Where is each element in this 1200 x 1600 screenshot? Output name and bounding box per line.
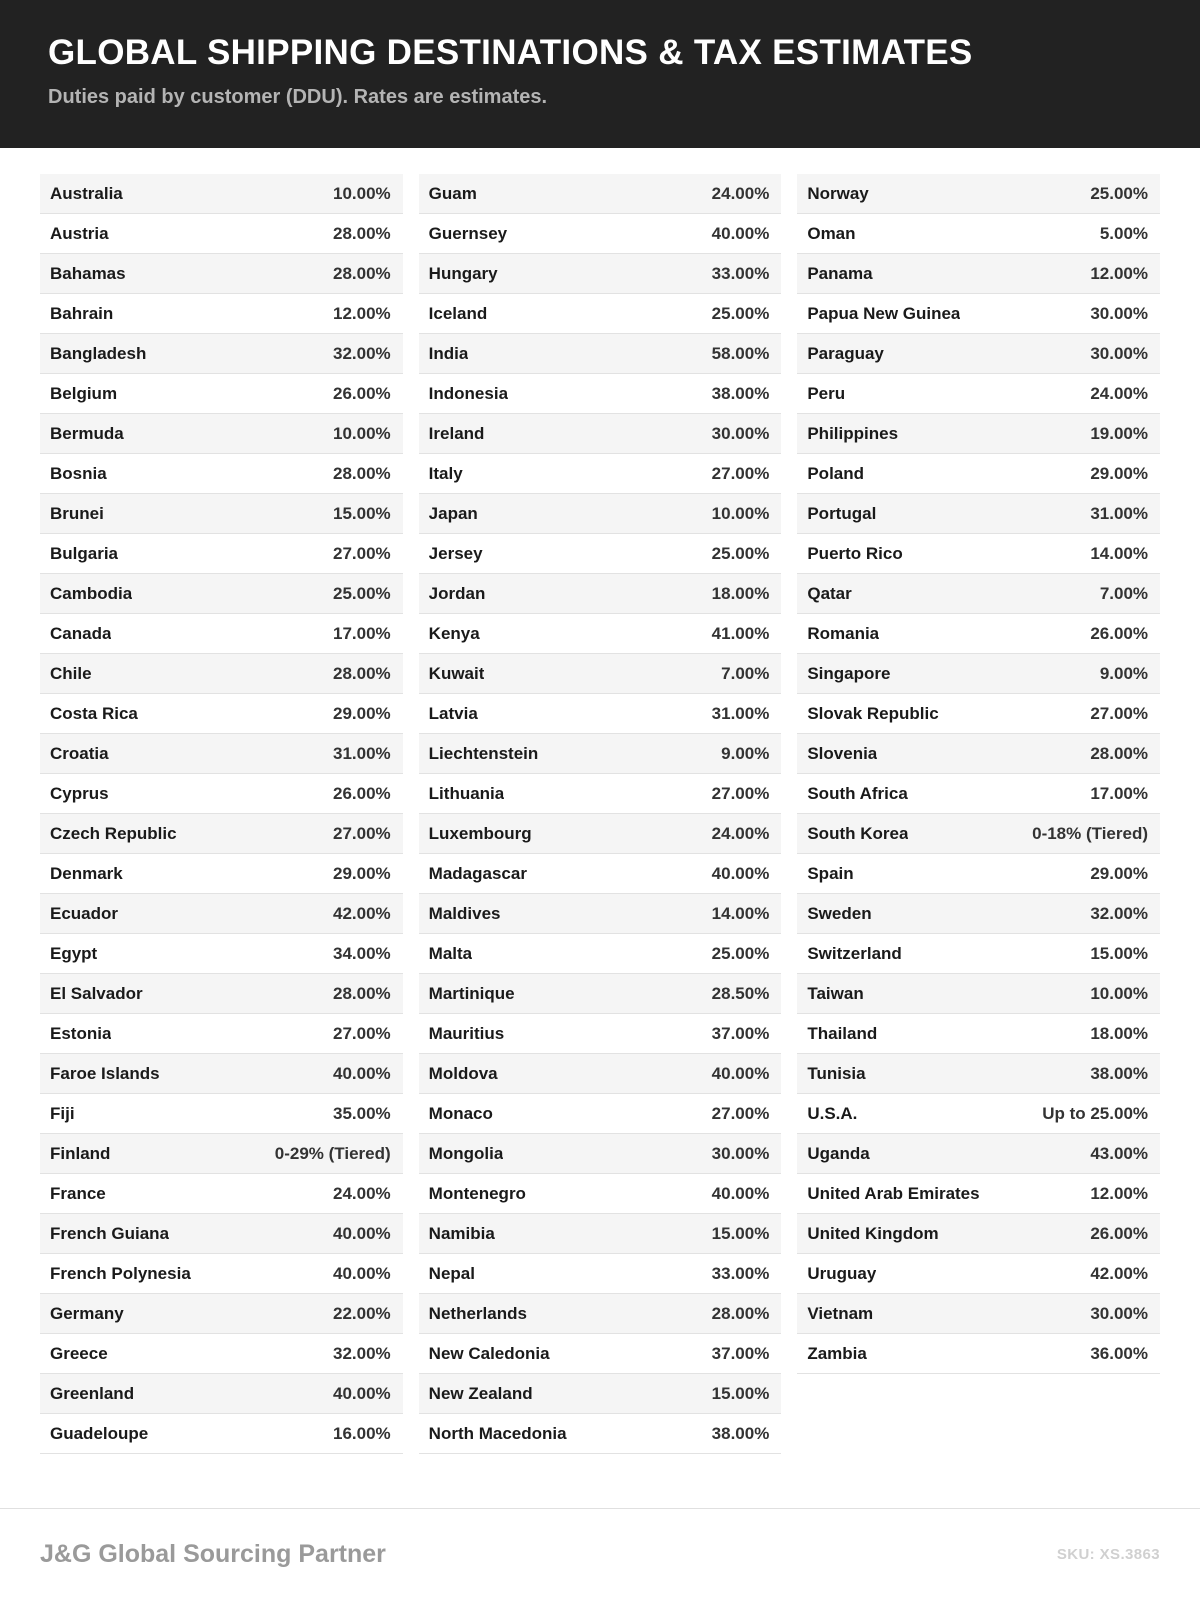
country-label: Finland: [50, 1143, 111, 1163]
tax-rate-value: 26.00%: [1090, 1223, 1149, 1243]
country-label: Philippines: [807, 423, 899, 443]
tax-rate-value: 12.00%: [1090, 1183, 1149, 1203]
country-label: United Arab Emirates: [807, 1183, 980, 1203]
tax-rate-value: 42.00%: [1090, 1263, 1149, 1283]
tax-rate-value: 37.00%: [711, 1343, 770, 1363]
table-row: [40, 614, 403, 654]
tax-rate-value: 41.00%: [711, 623, 770, 643]
table-row: [797, 414, 1160, 454]
table-row: [419, 294, 782, 334]
tax-rate-value: 27.00%: [711, 463, 770, 483]
page-title: GLOBAL SHIPPING DESTINATIONS & TAX ESTIMATES: [48, 33, 973, 72]
country-label: Monaco: [428, 1103, 493, 1123]
table-row: [40, 1134, 403, 1174]
tax-rate-value: 28.00%: [333, 263, 391, 283]
table-row: [40, 1094, 403, 1134]
tax-rate-value: 40.00%: [711, 1183, 770, 1203]
table-row: [419, 774, 782, 814]
country-label: Luxembourg: [428, 823, 532, 843]
table-row: [40, 1294, 403, 1334]
tax-rate-value: 29.00%: [333, 703, 391, 723]
tax-rate-value: 12.00%: [1090, 263, 1149, 283]
tax-rate-value: 26.00%: [333, 783, 391, 803]
table-row: [419, 334, 782, 374]
tax-rate-value: 38.00%: [711, 383, 770, 403]
table-row: [419, 1294, 782, 1334]
table-row: [40, 1174, 403, 1214]
table-row: [40, 814, 403, 854]
country-label: Austria: [50, 223, 109, 243]
tax-rate-value: 30.00%: [1090, 343, 1149, 363]
country-label: French Polynesia: [50, 1263, 191, 1283]
country-label: United Kingdom: [807, 1223, 939, 1243]
table-row: [40, 454, 403, 494]
country-label: Guam: [428, 183, 477, 203]
country-label: Uruguay: [807, 1263, 877, 1283]
tax-rate-value: 40.00%: [333, 1223, 391, 1243]
country-label: Germany: [50, 1303, 124, 1323]
country-label: Singapore: [807, 663, 891, 683]
table-row: [797, 654, 1160, 694]
country-label: Bermuda: [50, 423, 124, 443]
country-label: Chile: [50, 663, 92, 683]
tax-rate-value: 40.00%: [711, 863, 770, 883]
table-row: [40, 1254, 403, 1294]
table-row: [40, 1054, 403, 1094]
country-label: Malta: [428, 943, 473, 963]
table-row: [419, 894, 782, 934]
table-row: [797, 774, 1160, 814]
tax-rate-value: 22.00%: [333, 1303, 391, 1323]
tax-rate-value: 24.00%: [711, 823, 770, 843]
table-row: [419, 1014, 782, 1054]
table-row: [419, 1094, 782, 1134]
table-row: [40, 734, 403, 774]
country-label: Kuwait: [428, 663, 485, 683]
tax-rate-value: 29.00%: [1090, 463, 1149, 483]
country-label: Egypt: [50, 943, 98, 963]
country-label: Guernsey: [428, 223, 508, 243]
table-row: [797, 254, 1160, 294]
tax-rate-value: 58.00%: [711, 343, 770, 363]
country-label: Moldova: [428, 1063, 498, 1083]
tax-rate-value: 28.00%: [333, 983, 391, 1003]
country-label: Poland: [807, 463, 865, 483]
country-label: Brunei: [50, 503, 104, 523]
page-subtitle: Duties paid by customer (DDU). Rates are estimates.: [48, 85, 548, 108]
tax-rate-value: 30.00%: [1090, 1303, 1149, 1323]
table-row: [40, 494, 403, 534]
table-row: [40, 414, 403, 454]
table-row: [797, 974, 1160, 1014]
table-row: [40, 254, 403, 294]
table-row: [40, 1334, 403, 1374]
table-row: [797, 1134, 1160, 1174]
table-row: [419, 734, 782, 774]
tax-rate-value: 15.00%: [711, 1383, 770, 1403]
country-label: Martinique: [428, 983, 515, 1003]
country-label: Japan: [428, 503, 478, 523]
tax-rate-value: 10.00%: [1090, 983, 1149, 1003]
country-label: Tunisia: [807, 1063, 866, 1083]
country-label: Jersey: [428, 543, 483, 563]
tax-rate-value: 27.00%: [333, 1023, 391, 1043]
table-row: [797, 214, 1160, 254]
tax-column-3: [797, 174, 1160, 1454]
country-label: Taiwan: [807, 983, 864, 1003]
tax-rate-value: 25.00%: [711, 943, 770, 963]
tax-rate-value: 10.00%: [333, 183, 391, 203]
table-row: [40, 534, 403, 574]
tax-rate-value: 19.00%: [1090, 423, 1149, 443]
table-row: [419, 1334, 782, 1374]
table-row: [419, 174, 782, 214]
country-label: Montenegro: [428, 1183, 526, 1203]
table-row: [797, 734, 1160, 774]
tax-rate-value: 28.00%: [711, 1303, 770, 1323]
table-row: [797, 814, 1160, 854]
country-label: Lithuania: [428, 783, 505, 803]
country-label: Netherlands: [428, 1303, 527, 1323]
table-row: [419, 254, 782, 294]
table-row: [419, 574, 782, 614]
tax-rate-value: 28.00%: [333, 223, 391, 243]
country-label: El Salvador: [50, 983, 143, 1003]
tax-rate-value: 40.00%: [333, 1383, 391, 1403]
country-label: Greenland: [50, 1383, 135, 1403]
country-label: North Macedonia: [428, 1423, 567, 1443]
country-label: Madagascar: [428, 863, 527, 883]
tax-rate-value: 24.00%: [333, 1183, 391, 1203]
tax-column-2: [419, 174, 782, 1454]
tax-rate-value: 28.00%: [1090, 743, 1149, 763]
table-row: [797, 374, 1160, 414]
table-row: [797, 1254, 1160, 1294]
table-row: [40, 1014, 403, 1054]
tax-rate-value: 32.00%: [1090, 903, 1149, 923]
tax-rate-value: 32.00%: [333, 343, 391, 363]
table-row: [40, 654, 403, 694]
table-row: [419, 854, 782, 894]
country-label: Bosnia: [50, 463, 107, 483]
table-row: [40, 374, 403, 414]
tax-rate-value: 28.00%: [333, 463, 391, 483]
tax-rate-value: 32.00%: [333, 1343, 391, 1363]
tax-rate-value: Up to 25.00%: [1042, 1103, 1149, 1123]
tax-rate-value: 29.00%: [1090, 863, 1149, 883]
page-header: [0, 0, 1200, 148]
country-label: New Caledonia: [428, 1343, 550, 1363]
tax-rate-value: 15.00%: [333, 503, 391, 523]
tax-rate-value: 27.00%: [333, 823, 391, 843]
table-row: [40, 294, 403, 334]
country-label: Switzerland: [807, 943, 902, 963]
table-row: [797, 1174, 1160, 1214]
table-row: [40, 1214, 403, 1254]
table-row: [797, 694, 1160, 734]
country-label: Costa Rica: [50, 703, 138, 723]
table-row: [797, 614, 1160, 654]
tax-rate-value: 14.00%: [711, 903, 770, 923]
country-label: Fiji: [50, 1103, 75, 1123]
tax-rate-value: 42.00%: [333, 903, 391, 923]
table-row: [419, 414, 782, 454]
tax-rate-value: 27.00%: [711, 783, 770, 803]
table-row: [797, 1294, 1160, 1334]
country-label: Slovak Republic: [807, 703, 939, 723]
tax-rate-value: 37.00%: [711, 1023, 770, 1043]
country-label: Hungary: [428, 263, 498, 283]
tax-rate-columns: [0, 148, 1200, 1454]
tax-rate-value: 27.00%: [711, 1103, 770, 1123]
table-row: [40, 574, 403, 614]
tax-rate-value: 28.00%: [333, 663, 391, 683]
table-row: [40, 1374, 403, 1414]
country-label: Bulgaria: [50, 543, 119, 563]
table-row: [419, 454, 782, 494]
table-row: [797, 294, 1160, 334]
table-row: [797, 174, 1160, 214]
tax-rate-value: 10.00%: [333, 423, 391, 443]
table-row: [419, 1134, 782, 1174]
tax-rate-value: 18.00%: [711, 583, 770, 603]
tax-rate-value: 33.00%: [711, 1263, 770, 1283]
table-row: [797, 574, 1160, 614]
table-row: [797, 1334, 1160, 1374]
tax-rate-value: 17.00%: [1090, 783, 1149, 803]
country-label: Indonesia: [428, 383, 509, 403]
tax-rate-value: 30.00%: [1090, 303, 1149, 323]
country-label: Croatia: [50, 743, 109, 763]
table-row: [419, 814, 782, 854]
country-label: Spain: [807, 863, 854, 883]
tax-rate-value: 43.00%: [1090, 1143, 1149, 1163]
tax-rate-value: 7.00%: [721, 663, 770, 683]
tax-rate-value: 29.00%: [333, 863, 391, 883]
tax-rate-value: 0-29% (Tiered): [274, 1143, 391, 1163]
country-label: Thailand: [807, 1023, 878, 1043]
tax-rate-value: 14.00%: [1090, 543, 1149, 563]
table-row: [419, 1414, 782, 1454]
footer-sku: SKU: XS.3863: [1056, 1546, 1160, 1563]
country-label: Bahrain: [50, 303, 114, 323]
tax-rate-value: 16.00%: [333, 1423, 391, 1443]
tax-rate-value: 24.00%: [711, 183, 770, 203]
table-row: [797, 334, 1160, 374]
country-label: Paraguay: [807, 343, 884, 363]
country-label: Ecuador: [50, 903, 119, 923]
table-row: [40, 934, 403, 974]
tax-rate-value: 33.00%: [711, 263, 770, 283]
table-row: [419, 1374, 782, 1414]
tax-rate-value: 9.00%: [1099, 663, 1149, 683]
table-row: [40, 974, 403, 1014]
country-label: Liechtenstein: [428, 743, 539, 763]
country-label: Australia: [50, 183, 123, 203]
country-label: Mongolia: [428, 1143, 504, 1163]
country-label: French Guiana: [50, 1223, 170, 1243]
tax-rate-value: 40.00%: [711, 223, 770, 243]
country-label: Puerto Rico: [807, 543, 903, 563]
table-row: [419, 654, 782, 694]
table-row: [419, 1054, 782, 1094]
table-row: [797, 1094, 1160, 1134]
table-row: [40, 694, 403, 734]
tax-rate-value: 17.00%: [333, 623, 391, 643]
country-label: Oman: [807, 223, 856, 243]
tax-rate-value: 24.00%: [1090, 383, 1149, 403]
tax-rate-value: 34.00%: [333, 943, 391, 963]
table-row: [40, 774, 403, 814]
table-row: [40, 894, 403, 934]
table-row: [797, 1214, 1160, 1254]
tax-rate-value: 25.00%: [711, 543, 770, 563]
country-label: South Korea: [807, 823, 909, 843]
tax-rate-value: 30.00%: [711, 1143, 770, 1163]
country-label: Ireland: [428, 423, 485, 443]
table-row: [797, 454, 1160, 494]
country-label: Greece: [50, 1343, 108, 1363]
tax-rate-value: 38.00%: [1090, 1063, 1149, 1083]
table-row: [797, 1054, 1160, 1094]
tax-rate-value: 40.00%: [711, 1063, 770, 1083]
country-label: Kenya: [428, 623, 480, 643]
country-label: Zambia: [807, 1343, 867, 1363]
tax-rate-value: 25.00%: [1090, 183, 1149, 203]
table-row: [797, 494, 1160, 534]
table-row: [419, 1214, 782, 1254]
country-label: Cyprus: [50, 783, 109, 803]
country-label: Cambodia: [50, 583, 133, 603]
tax-rate-value: 12.00%: [333, 303, 391, 323]
table-row: [40, 174, 403, 214]
country-label: Portugal: [807, 503, 877, 523]
country-label: France: [50, 1183, 106, 1203]
table-row: [419, 694, 782, 734]
tax-rate-value: 0-18% (Tiered): [1032, 823, 1149, 843]
tax-rate-value: 36.00%: [1090, 1343, 1149, 1363]
tax-rate-value: 38.00%: [711, 1423, 770, 1443]
country-label: Canada: [50, 623, 112, 643]
table-row: [419, 934, 782, 974]
tax-rate-value: 40.00%: [333, 1063, 391, 1083]
tax-rate-value: 18.00%: [1090, 1023, 1149, 1043]
tax-rate-value: 25.00%: [333, 583, 391, 603]
country-label: Romania: [807, 623, 880, 643]
tax-rate-value: 10.00%: [711, 503, 770, 523]
table-row: [797, 854, 1160, 894]
tax-rate-value: 28.50%: [711, 983, 770, 1003]
country-label: Estonia: [50, 1023, 112, 1043]
table-row: [797, 934, 1160, 974]
table-row: [797, 894, 1160, 934]
tax-rate-value: 40.00%: [333, 1263, 391, 1283]
tax-rate-value: 15.00%: [711, 1223, 770, 1243]
table-row: [40, 214, 403, 254]
country-label: Bahamas: [50, 263, 126, 283]
table-row: [419, 1254, 782, 1294]
table-row: [40, 334, 403, 374]
country-label: South Africa: [807, 783, 908, 803]
country-label: Czech Republic: [50, 823, 177, 843]
tax-rate-value: 7.00%: [1099, 583, 1149, 603]
country-label: U.S.A.: [807, 1103, 858, 1123]
tax-rate-value: 35.00%: [333, 1103, 391, 1123]
country-label: Faroe Islands: [50, 1063, 160, 1083]
country-label: Nepal: [428, 1263, 475, 1283]
tax-rate-value: 9.00%: [721, 743, 770, 763]
table-row: [419, 214, 782, 254]
tax-rate-value: 30.00%: [711, 423, 770, 443]
table-row: [419, 1174, 782, 1214]
country-label: Maldives: [428, 903, 501, 923]
tax-rate-value: 27.00%: [1090, 703, 1149, 723]
country-label: Iceland: [428, 303, 488, 323]
country-label: Italy: [428, 463, 463, 483]
country-label: Denmark: [50, 863, 123, 883]
country-label: Sweden: [807, 903, 872, 923]
table-row: [419, 494, 782, 534]
country-label: Bangladesh: [50, 343, 147, 363]
footer-brand: J&G Global Sourcing Partner: [40, 1540, 386, 1568]
country-label: Papua New Guinea: [807, 303, 961, 323]
country-label: India: [428, 343, 469, 363]
page-footer: [0, 1508, 1200, 1600]
table-row: [419, 614, 782, 654]
country-label: Belgium: [50, 383, 118, 403]
tax-rate-value: 31.00%: [711, 703, 770, 723]
tax-column-1: [40, 174, 403, 1454]
country-label: Qatar: [807, 583, 852, 603]
table-row: [419, 534, 782, 574]
tax-rate-value: 31.00%: [1090, 503, 1149, 523]
tax-rate-value: 15.00%: [1090, 943, 1149, 963]
country-label: Latvia: [428, 703, 478, 723]
country-label: Jordan: [428, 583, 486, 603]
country-label: Namibia: [428, 1223, 495, 1243]
country-label: Slovenia: [807, 743, 878, 763]
country-label: Panama: [807, 263, 873, 283]
table-row: [40, 854, 403, 894]
country-label: Peru: [807, 383, 846, 403]
country-label: New Zealand: [428, 1383, 533, 1403]
table-row: [419, 974, 782, 1014]
country-label: Mauritius: [428, 1023, 505, 1043]
country-label: Uganda: [807, 1143, 870, 1163]
tax-rate-value: 27.00%: [333, 543, 391, 563]
table-row: [797, 534, 1160, 574]
tax-rate-value: 26.00%: [333, 383, 391, 403]
table-row: [419, 374, 782, 414]
country-label: Vietnam: [807, 1303, 874, 1323]
table-row: [40, 1414, 403, 1454]
table-row: [797, 1014, 1160, 1054]
tax-rate-value: 5.00%: [1099, 223, 1149, 243]
country-label: Norway: [807, 183, 869, 203]
country-label: Guadeloupe: [50, 1423, 149, 1443]
tax-rate-value: 31.00%: [333, 743, 391, 763]
tax-rate-value: 26.00%: [1090, 623, 1149, 643]
tax-rate-value: 25.00%: [711, 303, 770, 323]
